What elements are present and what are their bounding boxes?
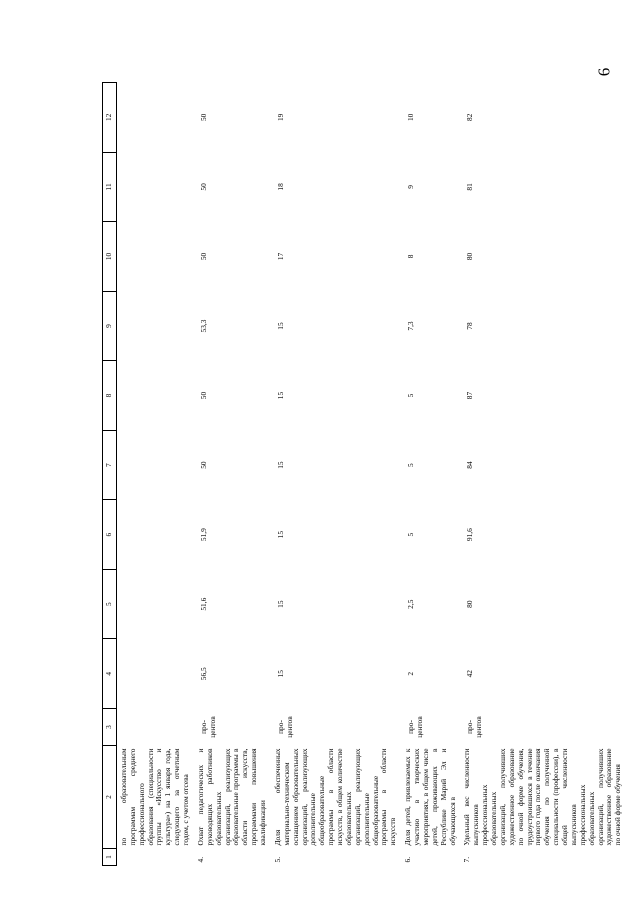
column-header: 4: [103, 639, 117, 709]
row-value: 17: [275, 252, 285, 261]
row-value: [116, 361, 194, 431]
indicators-table: [102, 82, 626, 866]
column-header: 10: [103, 222, 117, 292]
row-value: [116, 152, 194, 222]
row-value: 10: [406, 113, 416, 122]
row-value: 78: [465, 322, 475, 330]
row-value: 5: [406, 463, 416, 467]
row-value: 7,3: [406, 321, 416, 331]
row-value: 15: [275, 461, 285, 469]
column-header: 1: [103, 849, 117, 866]
row-number: 7.: [462, 856, 472, 863]
row-number: 5.: [272, 856, 282, 863]
row-unit: про-центов: [275, 716, 294, 738]
row-name: Охват педагогических и руководящих работников образовательных организаций, реализующих образовательные программы в области искусств, программами повышения квалификации: [195, 748, 267, 846]
row-value: 50: [198, 113, 208, 122]
row-value: 9: [406, 185, 416, 189]
row-value: 56,5: [198, 667, 208, 681]
row-unit: [116, 709, 194, 746]
row-value: 87: [465, 391, 475, 400]
row-value: 50: [198, 183, 208, 191]
row-name: Доля обеспеченных материально-техническим оснащением образовательных организаций, реализующих дополнительные общеобразовательные программы в области искусств, в общем количестве образовательных организаций, реализующих дополнительные общеобразовательные программы в области искусств: [272, 748, 398, 846]
row-value: 50: [198, 252, 208, 261]
rotated-table-container: [102, 82, 622, 866]
row-value: 15: [275, 600, 285, 608]
row-value: 15: [275, 670, 285, 678]
row-unit: про-центов: [465, 716, 484, 738]
column-header: 7: [103, 430, 117, 500]
row-value: 53,3: [198, 319, 208, 333]
column-header: 5: [103, 569, 117, 639]
table-row: [271, 83, 401, 866]
row-value: 2: [406, 671, 416, 676]
row-value: 50: [198, 461, 208, 469]
row-value: 81: [465, 183, 475, 191]
row-value: 2,5: [406, 599, 416, 609]
row-unit: про-центов: [406, 716, 424, 738]
row-value: 51,9: [198, 528, 208, 542]
column-header: 11: [103, 152, 117, 222]
row-name: Доля детей, привлекаемых к участию в творческих мероприятиях, в общем числе детей, проживающих в Республике Марий Эл и обучающихся в: [403, 748, 457, 846]
row-number: 6.: [403, 856, 413, 863]
row-value: [116, 639, 194, 709]
row-value: 91,6: [465, 528, 475, 542]
row-unit: про-центов: [198, 716, 217, 738]
row-value: 5: [406, 532, 416, 537]
row-value: 42: [465, 670, 475, 678]
row-value: 82: [465, 113, 475, 122]
row-value: [116, 500, 194, 570]
column-header: 6: [103, 500, 117, 570]
column-header: 12: [103, 83, 117, 153]
column-header: 8: [103, 361, 117, 431]
table-row: [401, 83, 460, 866]
row-value: [116, 291, 194, 361]
row-value: 15: [275, 530, 285, 539]
row-value: [116, 83, 194, 153]
table-row: [194, 83, 271, 866]
row-value: 18: [275, 183, 285, 191]
column-header: 9: [103, 291, 117, 361]
row-value: 51,6: [198, 597, 208, 611]
row-value: [116, 569, 194, 639]
column-header: 2: [103, 746, 117, 849]
column-header: 3: [103, 709, 117, 746]
table-row: [116, 83, 194, 866]
row-value: [116, 430, 194, 500]
row-value: 5: [406, 393, 416, 398]
row-value: 80: [465, 600, 475, 608]
page-number: 6: [593, 67, 613, 77]
row-number: [116, 849, 194, 866]
row-value: 8: [406, 254, 416, 259]
column-number-header: [103, 83, 117, 866]
row-value: 15: [275, 391, 285, 400]
row-value: [116, 222, 194, 292]
row-value: 84: [465, 461, 475, 469]
row-value: 80: [465, 252, 475, 261]
table-row: [460, 83, 626, 866]
row-value: 50: [198, 391, 208, 400]
row-name: Удельный вес численности выпускников профессиональных образовательных организаций, получивших художественное образование по очной форме обучения, трудоустроившихся в течение первого года после окончания обучения по полученной специальности (профессии), в общей численности выпускников профессиональных образовательных организаций, получивших художественное образование по очной форме обучения: [462, 748, 623, 846]
row-number: 4.: [195, 856, 205, 863]
row-value: 19: [275, 113, 285, 122]
row-name: по образовательным программам среднего профессионального образования (специальности группы «Искусство и культура») на 1 января года, следующего за отчетным годом, с учетом отсева: [118, 748, 190, 846]
row-value: 15: [275, 322, 285, 330]
